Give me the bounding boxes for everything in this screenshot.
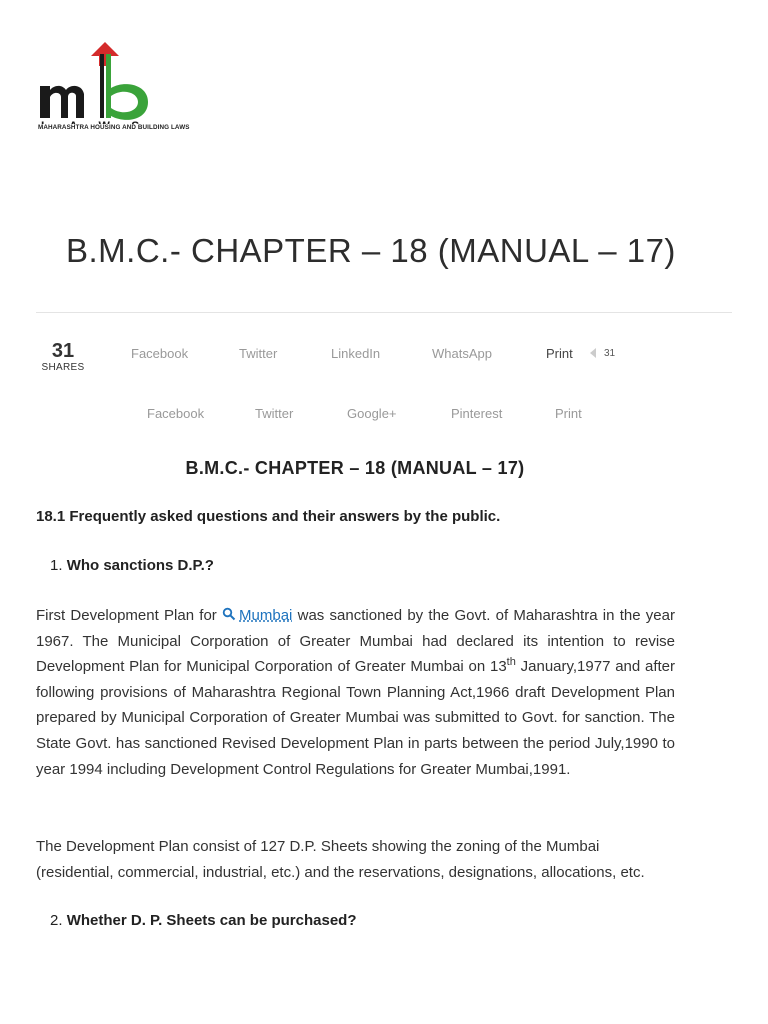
site-logo[interactable] [38, 42, 213, 137]
title-divider [36, 312, 732, 313]
share2-print-button[interactable]: Print [555, 406, 582, 421]
answer-1-body: was sanctioned by the Govt. of Maharashtra in the year 1967. The Municipal Corporation of Greater Mumbai had declared its intention to revise Development Plan for Municipal Corporation of Greater Mumbai on 13 [36, 607, 675, 676]
share-facebook-button[interactable]: Facebook [131, 346, 189, 361]
print-count-value: 31 [604, 348, 616, 359]
share-print-button[interactable]: Print [546, 346, 573, 361]
share2-facebook-button[interactable]: Facebook [147, 406, 205, 421]
question-2-number: 2. [50, 912, 63, 929]
question-1-number: 1. [50, 557, 63, 574]
ordinal-suffix: th [506, 656, 516, 669]
share-whatsapp-button[interactable]: WhatsApp [432, 346, 492, 361]
question-1-text: Who sanctions D.P.? [66, 557, 214, 574]
answer-1-paragraph-2: The Development Plan consist of 127 D.P. Sheets showing the zoning of the Mumbai (residential, commercial, industrial, etc.) and the reservations, designations, allocations, etc. [36, 838, 645, 881]
article-heading: B.M.C.- CHAPTER – 18 (MANUAL – 17) [185, 458, 525, 478]
answer-1-end: January,1977 and after following provisions of Maharashtra Regional Town Planning Act,1966 draft Development Plan prepared by Municipal Corporation of Greater Mumbai was submitted to Govt. for sanction. The State Govt. has sanctioned Revised Development Plan in parts between the period July,1990 to year 1994 including Development Control Regulations for Greater Mumbai,1991. [36, 658, 675, 778]
share2-twitter-button[interactable]: Twitter [255, 406, 294, 421]
share-count-label: SHARES [41, 362, 85, 373]
logo-tagline: MAHARASHTRA HOUSING AND BUILDING LAWS [38, 124, 190, 131]
logo-graphic [38, 42, 213, 124]
share2-pinterest-button[interactable]: Pinterest [451, 406, 503, 421]
share-count-number: 31 [51, 340, 75, 362]
page-title: B.M.C.- CHAPTER – 18 (MANUAL – 17) [66, 232, 676, 269]
answer-1-paragraph [36, 603, 675, 782]
print-count-badge [590, 348, 615, 359]
answer-1-intro: First Development Plan for [36, 607, 223, 624]
mumbai-link-text[interactable]: Mumbai [239, 607, 293, 624]
question-1 [50, 557, 214, 574]
search-icon [222, 607, 236, 621]
share2-googleplus-button[interactable]: Google+ [347, 406, 397, 421]
mumbai-link[interactable] [222, 607, 292, 624]
share-linkedin-button[interactable]: LinkedIn [331, 346, 381, 361]
question-2 [50, 912, 357, 929]
share-twitter-button[interactable]: Twitter [239, 346, 278, 361]
question-2-text: Whether D. P. Sheets can be purchased? [66, 912, 357, 929]
caret-left-icon [590, 348, 596, 358]
share-count [36, 340, 90, 374]
section-title: 18.1 Frequently asked questions and their answers by the public. [36, 508, 501, 525]
